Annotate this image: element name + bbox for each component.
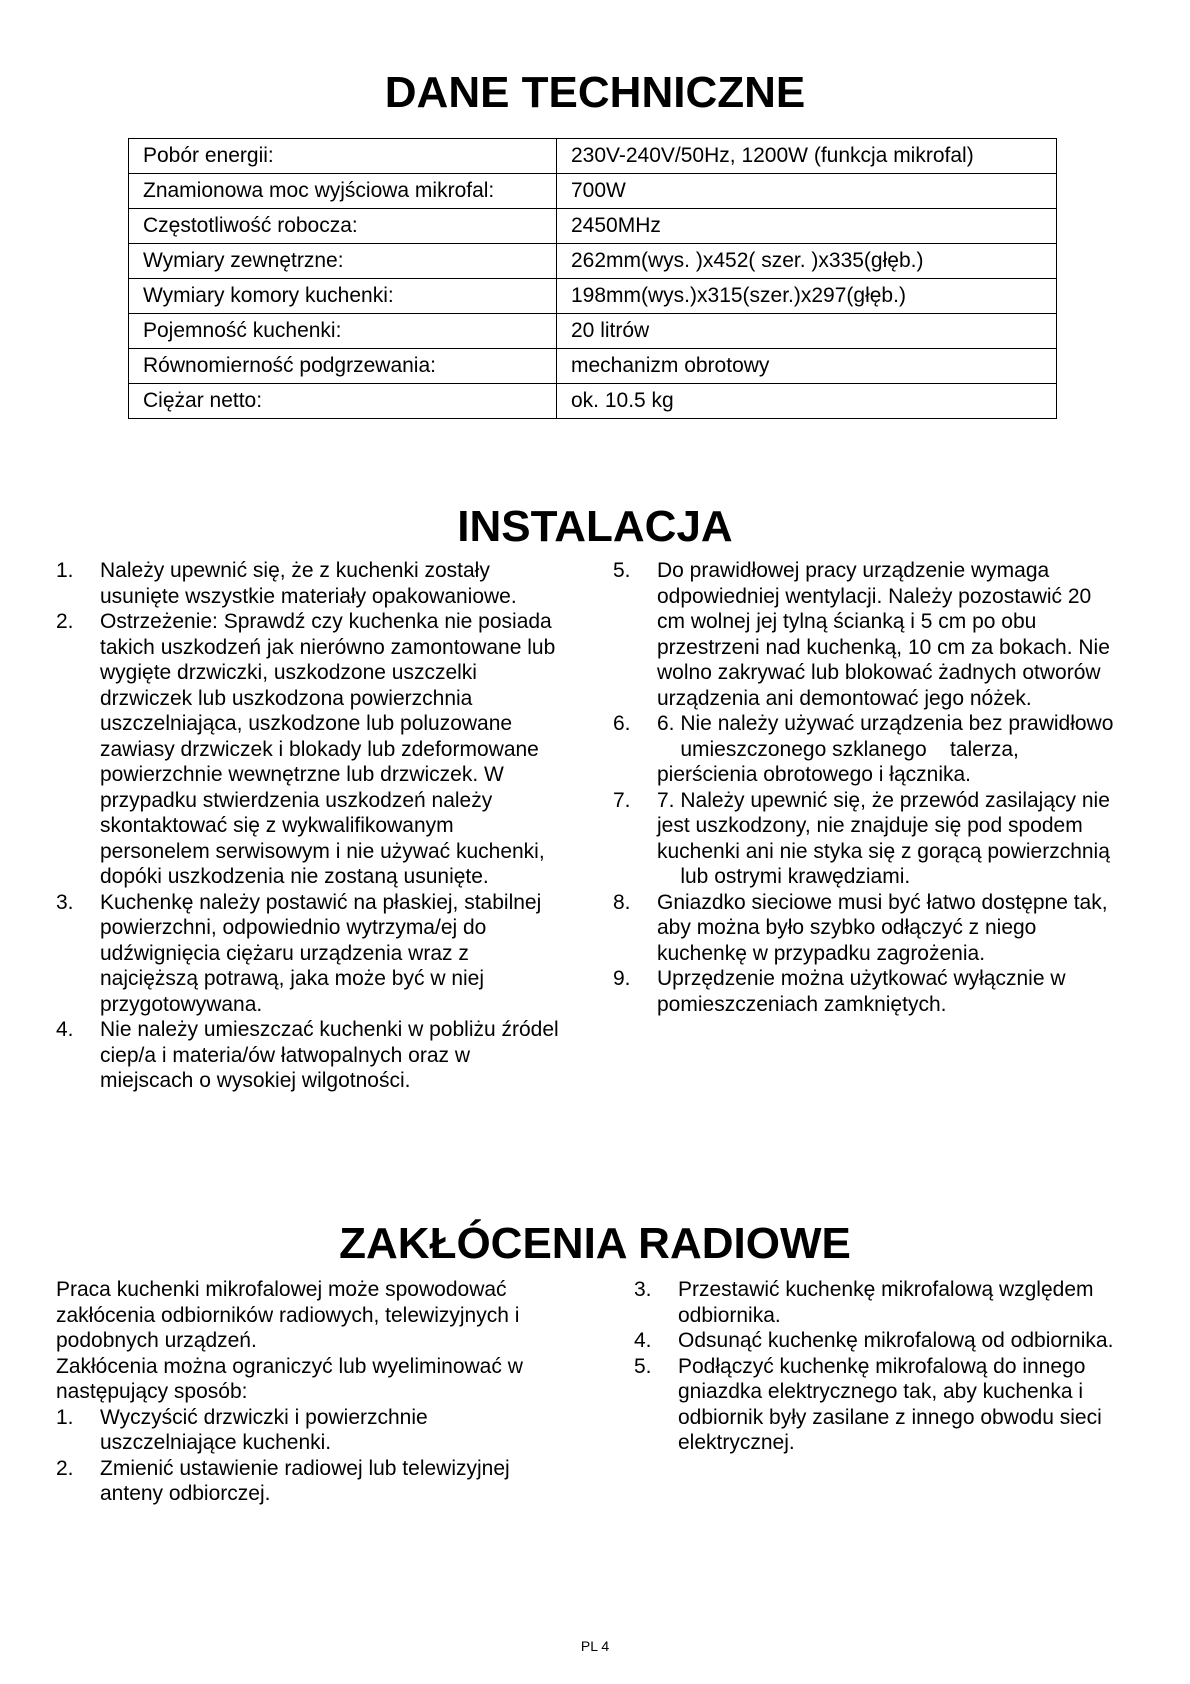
list-item (56, 609, 596, 890)
interference-left-column (56, 1277, 616, 1507)
spec-row (129, 244, 1057, 279)
list-text (678, 1277, 1184, 1328)
list-text (657, 711, 1173, 788)
text-line: odbiornika. (678, 1303, 781, 1327)
specs-table (128, 138, 1057, 419)
spec-label: Częstotliwość robocza: (129, 209, 557, 244)
specs-title: DANE TECHNICZNE (384, 68, 806, 117)
list-item (56, 1017, 596, 1094)
text-line: Praca kuchenki mikrofalowej może spowodować (56, 1278, 507, 1301)
text-line: usunięte wszystkie materiały opakowaniowe. (100, 584, 517, 608)
spec-value: 198mm(wys.)x315(szer.)x297(głęb.) (557, 279, 1057, 314)
text-line: odbiornik były zasilane z innego obwodu sieci (678, 1405, 1102, 1429)
list-number: 5. (634, 1354, 652, 1378)
text-line: aby można było szybko odłączyć z niego (657, 916, 1037, 939)
installation-right-column (613, 558, 1173, 1017)
spec-value: 20 litrów (557, 314, 1057, 349)
spec-row (129, 349, 1057, 384)
spec-row (129, 384, 1057, 419)
text-line: Uprzędzenie można użytkować wyłącznie w (657, 967, 1066, 990)
list-text (657, 890, 1173, 967)
list-text (678, 1354, 1184, 1456)
spec-row (129, 209, 1057, 244)
list-text (100, 558, 596, 609)
spec-label: Pobór energii: (129, 139, 557, 174)
text-line: najcięższą potrawą, jaka może być w niej (100, 967, 485, 990)
text-line: Zakłócenia można ograniczyć lub wyeliminować w (56, 1354, 523, 1378)
text-line: powierzchni, odpowiednio wytrzyma/ej do (100, 916, 487, 939)
list-number: 8. (613, 890, 631, 914)
text-line: umieszczonego szklanego talerza, (657, 737, 1019, 761)
list-number: 1. (56, 1405, 74, 1429)
text-line: pierścienia obrotowego i łącznika. (657, 763, 972, 786)
text-line: Kuchenkę należy postawić na płaskiej, stabilnej (100, 890, 542, 914)
text-line: Przestawić kuchenkę mikrofalową względem (678, 1278, 1094, 1301)
text-line: Wyczyścić drzwiczki i powierzchnie (100, 1405, 428, 1429)
text-line: anteny odbiorczej. (100, 1482, 271, 1505)
text-line: odpowiedniej wentylacji. Należy pozostawić 20 (657, 584, 1092, 608)
list-item (613, 890, 1173, 967)
page-number: PL 4 (580, 1638, 610, 1654)
list-number: 9. (613, 967, 631, 990)
list-text (100, 1017, 596, 1094)
spec-value: 262mm(wys. )x452( szer. )x335(głęb.) (557, 244, 1057, 279)
text-line: elektrycznej. (678, 1431, 795, 1454)
text-line: przestrzeni nad kuchenką, 10 cm za bokach. Nie (657, 635, 1110, 659)
spec-label: Ciężar netto: (129, 384, 557, 419)
list-item (613, 788, 1173, 890)
text-line: przypadku stwierdzenia uszkodzeń należy (100, 788, 493, 812)
list-item (634, 1328, 1184, 1354)
list-text (100, 1405, 616, 1456)
text-line: wygięte drzwiczki, uszkodzone uszczelki (100, 661, 477, 684)
spec-row (129, 314, 1057, 349)
text-line: podobnych urządzeń. (56, 1329, 257, 1352)
list-text (100, 890, 596, 1018)
list-item (634, 1354, 1184, 1456)
installation-title: INSTALACJA (457, 502, 733, 551)
text-line: Podłączyć kuchenkę mikrofalową do innego (678, 1354, 1086, 1378)
list-number: 2. (56, 610, 74, 633)
text-line: pomieszczeniach zamkniętych. (657, 992, 947, 1016)
text-line: kuchenki ani nie styka się z gorącą powierzchnią (657, 839, 1110, 863)
spec-row (129, 139, 1057, 174)
text-line: uszczelniająca, uszkodzone lub poluzowane (100, 712, 513, 735)
list-number: 4. (634, 1329, 652, 1352)
list-item (613, 711, 1173, 788)
installation-left-column (56, 558, 596, 1094)
interference-title: ZAKŁÓCENIA RADIOWE (339, 1219, 851, 1268)
list-item (56, 1405, 616, 1456)
list-number: 6. (613, 712, 631, 735)
list-number: 4. (56, 1018, 74, 1041)
text-line: personelem serwisowym i nie używać kuchenki, (100, 839, 545, 863)
list-number: 5. (613, 559, 631, 582)
text-line: lub ostrymi krawędziami. (657, 865, 911, 888)
interference-intro (56, 1277, 616, 1405)
spec-label: Wymiary komory kuchenki: (129, 279, 557, 314)
list-text (657, 558, 1173, 711)
spec-label: Wymiary zewnętrzne: (129, 244, 557, 279)
text-line: 6. Nie należy używać urządzenia bez prawidłowo (657, 712, 1114, 735)
text-line: Odsunąć kuchenkę mikrofalową od odbiornika. (678, 1329, 1114, 1352)
text-line: ciep/a i materia/ów łatwopalnych oraz w (100, 1043, 471, 1067)
text-line: Zmienić ustawienie radiowej lub telewizyjnej (100, 1456, 510, 1480)
text-line: uszczelniające kuchenki. (100, 1431, 332, 1454)
text-line: zakłócenia odbiorników radiowych, telewizyjnych i (56, 1303, 520, 1327)
text-line: jest uszkodzony, nie znajduje się pod spodem (657, 814, 1083, 837)
spec-value: mechanizm obrotowy (557, 349, 1057, 384)
text-line: Należy upewnić się, że z kuchenki zostały (100, 559, 490, 582)
list-item (613, 966, 1173, 1017)
list-text (657, 966, 1173, 1017)
text-line: kuchenkę w przypadku zagrożenia. (657, 941, 986, 965)
list-item (56, 558, 596, 609)
spec-row (129, 174, 1057, 209)
text-line: dopóki uszkodzenia nie zostaną usunięte. (100, 865, 489, 888)
list-item (56, 890, 596, 1018)
spec-value: ok. 10.5 kg (557, 384, 1057, 419)
text-line: udźwignięcia ciężaru urządzenia wraz z (100, 941, 469, 965)
text-line: przygotowywana. (100, 992, 263, 1016)
text-line: zawiasy drzwiczek i blokady lub zdeformowane (100, 737, 539, 761)
list-text (657, 788, 1173, 890)
spec-label: Pojemność kuchenki: (129, 314, 557, 349)
list-item (634, 1277, 1184, 1328)
text-line: Nie należy umieszczać kuchenki w pobliżu źródel (100, 1018, 559, 1041)
text-line: wolno zakrywać lub blokować żadnych otworów (657, 661, 1101, 684)
list-number: 2. (56, 1456, 74, 1480)
text-line: skontaktować się z wykwalifikowanym (100, 814, 454, 837)
spec-row (129, 279, 1057, 314)
spec-value: 230V-240V/50Hz, 1200W (funkcja mikrofal) (557, 139, 1057, 174)
spec-value: 2450MHz (557, 209, 1057, 244)
list-text (678, 1328, 1184, 1354)
text-line: cm wolnej jej tylną ścianką i 5 cm po obu (657, 610, 1037, 633)
list-item (56, 1456, 616, 1507)
text-line: Gniazdko sieciowe musi być łatwo dostępne tak, (657, 890, 1108, 914)
list-number: 3. (634, 1278, 652, 1301)
list-number: 7. (613, 788, 631, 812)
text-line: Do prawidłowej pracy urządzenie wymaga (657, 559, 1050, 582)
list-item (613, 558, 1173, 711)
spec-label: Równomierność podgrzewania: (129, 349, 557, 384)
text-line: urządzenia ani demontować jego nóżek. (657, 686, 1032, 710)
text-line: takich uszkodzeń jak nierówno zamontowane lub (100, 635, 556, 659)
text-line: drzwiczek lub uszkodzona powierzchnia (100, 686, 473, 710)
interference-right-column (634, 1277, 1184, 1456)
list-number: 3. (56, 890, 74, 914)
text-line: Ostrzeżenie: Sprawdź czy kuchenka nie posiada (100, 610, 552, 633)
list-number: 1. (56, 559, 74, 582)
text-line: miejscach o wysokiej wilgotności. (100, 1069, 411, 1092)
spec-value: 700W (557, 174, 1057, 209)
text-line: powierzchnie wewnętrzne lub drzwiczek. W (100, 763, 504, 786)
spec-label: Znamionowa moc wyjściowa mikrofal: (129, 174, 557, 209)
list-text (100, 609, 596, 890)
text-line: następujący sposób: (56, 1380, 248, 1403)
text-line: 7. Należy upewnić się, że przewód zasilający nie (657, 788, 1110, 812)
list-text (100, 1456, 616, 1507)
text-line: gniazdka elektrycznego tak, aby kuchenka i (678, 1380, 1084, 1403)
